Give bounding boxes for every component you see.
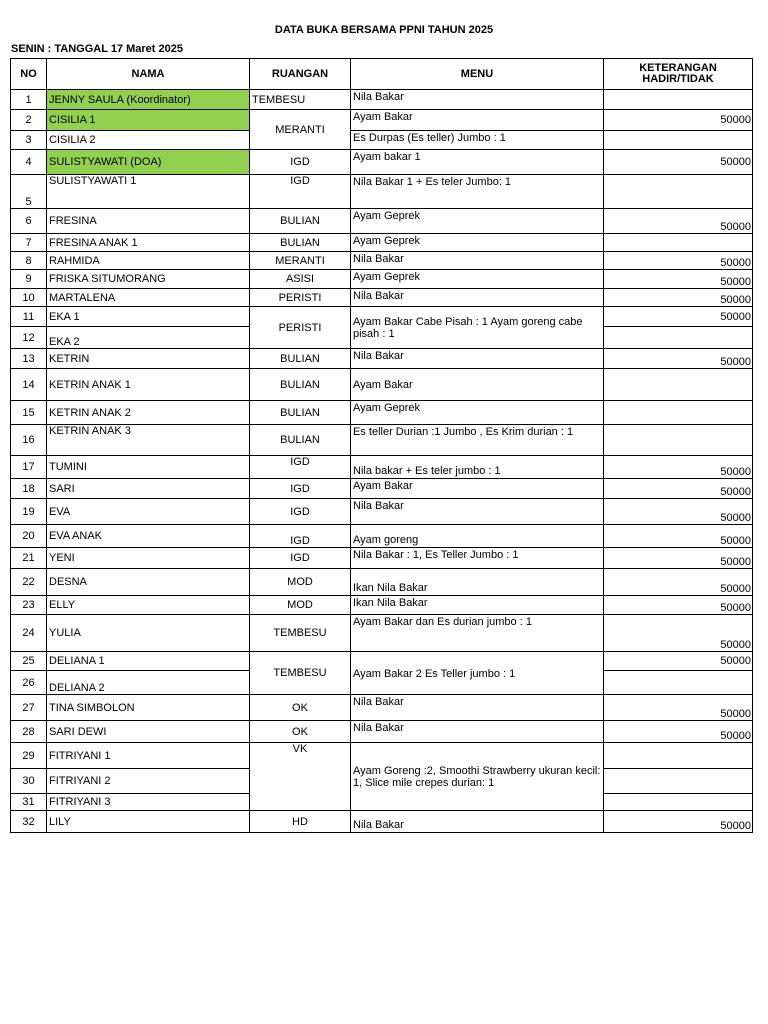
row-keterangan: 50000: [604, 548, 753, 569]
table-row: [11, 175, 753, 209]
row-menu: Ayam Geprek: [351, 270, 604, 289]
row-number: 15: [11, 401, 47, 425]
row-number: 9: [11, 270, 47, 289]
row-ruangan: HD: [250, 811, 351, 833]
row-number: 18: [11, 479, 47, 499]
row-nama: FRESINA ANAK 1: [47, 234, 250, 252]
row-menu: Ayam Bakar: [351, 110, 604, 131]
row-nama: KETRIN ANAK 3: [47, 425, 250, 456]
row-keterangan: [604, 425, 753, 456]
table-row: [11, 131, 753, 150]
row-number: 10: [11, 289, 47, 307]
table-row: [11, 525, 753, 548]
row-menu: Nila Bakar 1 + Es teler Jumbo: 1: [351, 175, 604, 209]
header-keterangan-line1: KETERANGAN: [639, 62, 717, 74]
row-keterangan: 50000: [604, 150, 753, 175]
row-ruangan: IGD: [250, 499, 351, 525]
row-number: 3: [11, 131, 47, 150]
row-menu: Ayam Goreng :2, Smoothi Strawberry ukuran kecil: 1, Slice mile crepes durian: 1: [351, 743, 604, 811]
row-keterangan: 50000: [604, 456, 753, 479]
row-nama: FITRIYANI 1: [47, 743, 250, 769]
row-keterangan: 50000: [604, 569, 753, 596]
table-row: [11, 499, 753, 525]
row-ruangan: ASISI: [250, 270, 351, 289]
row-ruangan: BULIAN: [250, 349, 351, 369]
row-number: 5: [11, 175, 47, 209]
row-nama: DELIANA 2: [47, 671, 250, 695]
row-nama: TUMINI: [47, 456, 250, 479]
row-keterangan: [604, 769, 753, 794]
table-row: [11, 252, 753, 270]
row-menu: Ikan Nila Bakar: [351, 569, 604, 596]
row-menu: Es Durpas (Es teller) Jumbo : 1: [351, 131, 604, 150]
table-row: [11, 569, 753, 596]
row-keterangan: [604, 175, 753, 209]
row-number: 29: [11, 743, 47, 769]
row-nama: RAHMIDA: [47, 252, 250, 270]
row-number: 14: [11, 369, 47, 401]
table-row: [11, 456, 753, 479]
row-menu: Ayam Bakar Cabe Pisah : 1 Ayam goreng cabe pisah : 1: [351, 307, 604, 349]
row-nama: FITRIYANI 2: [47, 769, 250, 794]
row-number: 11: [11, 307, 47, 327]
row-number: 25: [11, 652, 47, 671]
row-menu: Es teller Durian :1 Jumbo , Es Krim durian : 1: [351, 425, 604, 456]
row-nama: KETRIN: [47, 349, 250, 369]
row-menu: Ayam goreng: [351, 525, 604, 548]
header-ruangan: RUANGAN: [250, 59, 351, 90]
row-nama: SULISTYAWATI 1: [47, 175, 250, 209]
row-nama: KETRIN ANAK 1: [47, 369, 250, 401]
row-nama: FRISKA SITUMORANG: [47, 270, 250, 289]
row-menu: Ayam Geprek: [351, 401, 604, 425]
table-row: [11, 479, 753, 499]
row-keterangan: 50000: [604, 721, 753, 743]
row-number: 23: [11, 596, 47, 615]
row-keterangan: 50000: [604, 307, 753, 327]
header-keterangan-line2: HADIR/TIDAK: [642, 73, 714, 85]
row-menu: Ikan Nila Bakar: [351, 596, 604, 615]
row-menu: Nila bakar + Es teler jumbo : 1: [351, 456, 604, 479]
header-keterangan: [604, 59, 753, 90]
row-number: 31: [11, 794, 47, 811]
row-keterangan: 50000: [604, 252, 753, 270]
header-menu: MENU: [351, 59, 604, 90]
document-subtitle: SENIN : TANGGAL 17 Maret 2025: [11, 43, 183, 55]
row-keterangan: 50000: [604, 349, 753, 369]
table-row: [11, 369, 753, 401]
row-keterangan: 50000: [604, 270, 753, 289]
row-keterangan: [604, 369, 753, 401]
row-number: 12: [11, 327, 47, 349]
row-ruangan: IGD: [250, 479, 351, 499]
row-nama: EKA 2: [47, 327, 250, 349]
row-keterangan: 50000: [604, 811, 753, 833]
row-ruangan: IGD: [250, 175, 351, 209]
row-keterangan: 50000: [604, 615, 753, 652]
table-row: [11, 307, 753, 327]
row-number: 16: [11, 425, 47, 456]
row-nama: ELLY: [47, 596, 250, 615]
table-row: [11, 401, 753, 425]
row-number: 8: [11, 252, 47, 270]
row-ruangan: MOD: [250, 569, 351, 596]
row-number: 19: [11, 499, 47, 525]
row-ruangan: BULIAN: [250, 425, 351, 456]
row-keterangan: 50000: [604, 596, 753, 615]
row-menu: Ayam bakar 1: [351, 150, 604, 175]
row-keterangan: 50000: [604, 652, 753, 671]
row-number: 24: [11, 615, 47, 652]
table-row: [11, 289, 753, 307]
row-ruangan: TEMBESU: [250, 615, 351, 652]
row-ruangan: TEMBESU: [250, 652, 351, 695]
row-ruangan: VK: [250, 743, 351, 811]
table-row: [11, 652, 753, 671]
row-nama: KETRIN ANAK 2: [47, 401, 250, 425]
row-keterangan: 50000: [604, 695, 753, 721]
row-ruangan: OK: [250, 721, 351, 743]
row-keterangan: 50000: [604, 209, 753, 234]
row-number: 27: [11, 695, 47, 721]
row-menu: Nila Bakar: [351, 349, 604, 369]
row-nama: EKA 1: [47, 307, 250, 327]
row-nama: YENI: [47, 548, 250, 569]
row-menu: Nila Bakar: [351, 252, 604, 270]
row-nama: CISILIA 2: [47, 131, 250, 150]
row-nama: FRESINA: [47, 209, 250, 234]
row-number: 6: [11, 209, 47, 234]
row-keterangan: 50000: [604, 499, 753, 525]
row-number: 1: [11, 90, 47, 110]
document-title: DATA BUKA BERSAMA PPNI TAHUN 2025: [274, 24, 494, 36]
table-header-row: [11, 59, 753, 90]
table-row: [11, 110, 753, 131]
row-number: 13: [11, 349, 47, 369]
row-keterangan: 50000: [604, 110, 753, 131]
table-row: [11, 349, 753, 369]
table-row: [11, 425, 753, 456]
row-number: 30: [11, 769, 47, 794]
row-nama: CISILIA 1: [47, 110, 250, 131]
row-number: 21: [11, 548, 47, 569]
table-row: [11, 209, 753, 234]
row-menu: Ayam Geprek: [351, 209, 604, 234]
row-number: 20: [11, 525, 47, 548]
row-nama: FITRIYANI 3: [47, 794, 250, 811]
table-row: [11, 270, 753, 289]
table-row: [11, 548, 753, 569]
table-row: [11, 811, 753, 833]
table-row: [11, 150, 753, 175]
row-number: 32: [11, 811, 47, 833]
header-no: NO: [11, 59, 47, 90]
table-row: [11, 596, 753, 615]
row-number: 2: [11, 110, 47, 131]
row-menu: Nila Bakar: [351, 721, 604, 743]
row-ruangan: PERISTI: [250, 307, 351, 349]
row-menu: Nila Bakar: [351, 695, 604, 721]
row-ruangan: MERANTI: [250, 110, 351, 150]
row-number: 28: [11, 721, 47, 743]
row-nama: EVA: [47, 499, 250, 525]
row-ruangan: IGD: [250, 525, 351, 548]
row-ruangan: MERANTI: [250, 252, 351, 270]
row-keterangan: [604, 743, 753, 769]
row-menu: Nila Bakar: [351, 289, 604, 307]
row-menu: Nila Bakar : 1, Es Teller Jumbo : 1: [351, 548, 604, 569]
row-nama: DELIANA 1: [47, 652, 250, 671]
row-ruangan: PERISTI: [250, 289, 351, 307]
row-menu: Ayam Bakar 2 Es Teller jumbo : 1: [351, 652, 604, 695]
row-ruangan: OK: [250, 695, 351, 721]
row-keterangan: [604, 327, 753, 349]
row-keterangan: [604, 131, 753, 150]
row-number: 26: [11, 671, 47, 695]
row-nama: LILY: [47, 811, 250, 833]
row-number: 22: [11, 569, 47, 596]
row-number: 7: [11, 234, 47, 252]
row-keterangan: 50000: [604, 525, 753, 548]
row-menu: Nila Bakar: [351, 499, 604, 525]
row-nama: SARI: [47, 479, 250, 499]
row-nama: DESNA: [47, 569, 250, 596]
table-row: [11, 695, 753, 721]
row-keterangan: [604, 234, 753, 252]
row-menu: Ayam Geprek: [351, 234, 604, 252]
header-nama: NAMA: [47, 59, 250, 90]
row-keterangan: [604, 401, 753, 425]
table-row: [11, 743, 753, 769]
row-number: 17: [11, 456, 47, 479]
row-keterangan: 50000: [604, 289, 753, 307]
row-nama: SULISTYAWATI (DOA): [47, 150, 250, 175]
row-ruangan: IGD: [250, 150, 351, 175]
row-menu: Nila Bakar: [351, 811, 604, 833]
row-nama: SARI DEWI: [47, 721, 250, 743]
row-ruangan: IGD: [250, 456, 351, 479]
row-keterangan: [604, 794, 753, 811]
row-nama: MARTALENA: [47, 289, 250, 307]
table-row: [11, 90, 753, 110]
row-menu: Ayam Bakar: [351, 479, 604, 499]
table-row: [11, 234, 753, 252]
row-menu: Ayam Bakar: [351, 369, 604, 401]
row-ruangan: TEMBESU: [250, 90, 351, 110]
row-ruangan: BULIAN: [250, 369, 351, 401]
row-nama: EVA ANAK: [47, 525, 250, 548]
row-ruangan: IGD: [250, 548, 351, 569]
row-ruangan: BULIAN: [250, 209, 351, 234]
row-keterangan: [604, 90, 753, 110]
row-ruangan: BULIAN: [250, 234, 351, 252]
table-row: [11, 615, 753, 652]
attendance-table: [10, 58, 753, 833]
row-nama: YULIA: [47, 615, 250, 652]
row-menu: Ayam Bakar dan Es durian jumbo : 1: [351, 615, 604, 652]
row-ruangan: MOD: [250, 596, 351, 615]
row-number: 4: [11, 150, 47, 175]
row-nama: TINA SIMBOLON: [47, 695, 250, 721]
row-ruangan: BULIAN: [250, 401, 351, 425]
row-keterangan: [604, 671, 753, 695]
table-row: [11, 721, 753, 743]
row-keterangan: 50000: [604, 479, 753, 499]
row-menu: Nila Bakar: [351, 90, 604, 110]
row-nama: JENNY SAULA (Koordinator): [47, 90, 250, 110]
